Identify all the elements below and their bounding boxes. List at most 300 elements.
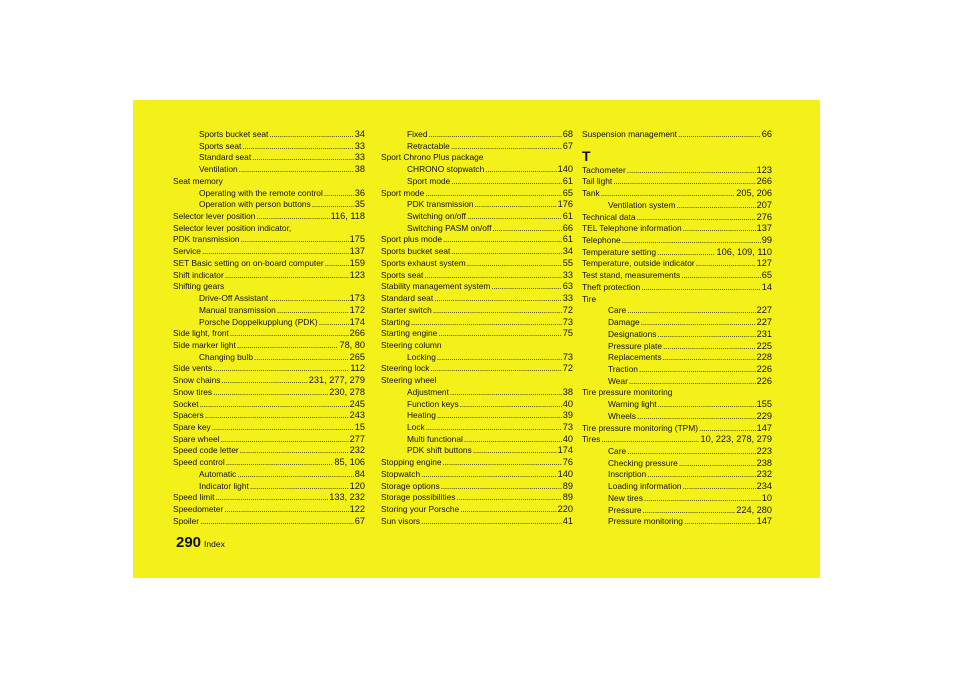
entry-term: Service (173, 246, 201, 257)
entry-page-ref: 63 (562, 281, 573, 292)
dot-leader (647, 469, 755, 481)
dot-leader (699, 423, 756, 435)
index-subentry (173, 164, 365, 176)
entry-term: Sports seat (199, 140, 242, 151)
entry-term: Steering wheel (381, 375, 437, 386)
index-subentry (381, 164, 573, 176)
entry-page-ref: 36 (354, 187, 365, 198)
index-entry (582, 129, 772, 141)
entry-page-ref: 230, 278 (329, 386, 365, 397)
entry-page-ref: 73 (562, 316, 573, 327)
entry-term: Temperature, outside indicator (582, 258, 695, 269)
index-subentry (582, 505, 772, 517)
entry-term: Function keys (407, 398, 459, 409)
entry-page-ref: 227 (756, 317, 772, 328)
dot-leader (644, 493, 761, 505)
index-entry (381, 457, 573, 469)
entry-term: CHRONO stopwatch (407, 164, 485, 175)
dot-leader (424, 270, 561, 282)
dot-leader (426, 422, 562, 434)
entry-term: Ventilation (199, 164, 238, 175)
entry-page-ref: 224, 280 (736, 504, 772, 515)
entry-page-ref: 40 (562, 398, 573, 409)
entry-page-ref: 220 (557, 504, 573, 514)
index-entry (582, 282, 772, 294)
entry-page-ref: 232 (349, 445, 365, 456)
dot-leader (438, 328, 561, 340)
entry-term: Speed limit (173, 492, 215, 503)
entry-term: Sports bucket seat (381, 246, 451, 257)
index-entry (173, 457, 365, 469)
entry-term: Sport Chrono Plus package (381, 152, 484, 163)
index-subentry (173, 188, 365, 200)
dot-leader (437, 410, 562, 422)
entry-term: Tail light (582, 176, 613, 187)
entry-term: Retractable (407, 140, 450, 151)
dot-leader (485, 164, 556, 176)
dot-leader (200, 516, 354, 528)
entry-term: Seat memory (173, 175, 223, 186)
entry-term: Speedometer (173, 504, 224, 514)
entry-term: Wheels (608, 410, 636, 421)
index-entry (381, 305, 573, 317)
dot-leader (627, 305, 756, 317)
index-entry (173, 270, 365, 282)
index-subentry (381, 176, 573, 188)
index-entry (173, 281, 365, 293)
dot-leader (464, 434, 562, 446)
dot-leader (677, 200, 756, 212)
entry-page-ref: 34 (354, 129, 365, 139)
dot-leader (657, 329, 755, 341)
entry-page-ref: 174 (349, 316, 365, 327)
entry-term: Pressure plate (608, 340, 662, 351)
entry-term: Starting (381, 316, 410, 327)
dot-leader (684, 516, 756, 528)
dot-leader (663, 352, 756, 364)
index-subentry (381, 141, 573, 153)
entry-page-ref: 33 (354, 152, 365, 163)
index-subentry (381, 387, 573, 399)
entry-term: Pressure monitoring (608, 516, 683, 527)
entry-page-ref: 99 (761, 235, 772, 246)
index-entry (582, 235, 772, 247)
index-entry (381, 258, 573, 270)
dot-leader (663, 341, 756, 353)
entry-page-ref: 40 (562, 433, 573, 444)
index-subentry (381, 410, 573, 422)
dot-leader (437, 352, 562, 364)
dot-leader (230, 328, 349, 340)
entry-page-ref: 76 (562, 457, 573, 468)
entry-term: Sport plus mode (381, 234, 442, 245)
entry-term: Sun visors (381, 515, 421, 526)
dot-leader (225, 270, 349, 282)
entry-page-ref: 266 (756, 176, 772, 187)
index-entry (381, 270, 573, 282)
dot-leader (460, 399, 562, 411)
dot-leader (433, 305, 562, 317)
index-subentry (582, 481, 772, 493)
entry-page-ref: 277 (349, 433, 365, 444)
dot-leader (456, 492, 561, 504)
index-entry (582, 434, 772, 446)
index-entry (582, 176, 772, 188)
dot-leader (696, 258, 756, 270)
entry-page-ref: 41 (562, 515, 573, 526)
index-subentry (381, 399, 573, 411)
dot-leader (428, 129, 561, 141)
dot-leader (212, 422, 354, 434)
index-subentry (582, 376, 772, 388)
index-entry (381, 363, 573, 375)
entry-page-ref: 15 (354, 421, 365, 432)
dot-leader (269, 129, 353, 141)
entry-page-ref: 39 (562, 410, 573, 421)
dot-leader (467, 258, 562, 270)
entry-term: Storage possibilities (381, 492, 456, 503)
entry-page-ref: 243 (349, 410, 365, 421)
dot-leader (627, 446, 756, 458)
entry-page-ref: 73 (562, 421, 573, 432)
entry-page-ref: 225 (756, 340, 772, 351)
entry-page-ref: 137 (349, 246, 365, 257)
index-column-1 (173, 129, 365, 527)
index-entry (381, 328, 573, 340)
entry-page-ref: 38 (354, 164, 365, 175)
entry-term: Tachometer (582, 164, 626, 175)
entry-page-ref: 10 (761, 492, 772, 503)
index-entry (173, 258, 365, 270)
entry-page-ref: 61 (562, 211, 573, 222)
index-subentry (381, 129, 573, 141)
entry-page-ref: 55 (562, 257, 573, 268)
entry-page-ref: 229 (756, 410, 772, 421)
dot-leader (451, 176, 561, 188)
index-subentry (381, 434, 573, 446)
index-page (133, 100, 820, 578)
entry-term: PDK transmission (407, 199, 474, 210)
dot-leader (240, 445, 349, 457)
entry-term: Sport mode (407, 175, 451, 186)
dot-leader (441, 481, 562, 493)
entry-term: Traction (608, 363, 638, 374)
entry-term: TEL Telephone information (582, 223, 682, 234)
entry-term: Replacements (608, 352, 662, 363)
index-entry (582, 212, 772, 224)
entry-page-ref: 38 (562, 386, 573, 397)
dot-leader (241, 234, 349, 246)
entry-page-ref: 120 (349, 480, 365, 491)
entry-page-ref: 140 (557, 164, 573, 175)
dot-leader (239, 164, 354, 176)
entry-page-ref: 85, 106 (334, 457, 365, 468)
dot-leader (237, 469, 354, 481)
entry-page-ref: 238 (756, 457, 772, 468)
dot-leader (450, 387, 562, 399)
entry-page-ref: 227 (756, 305, 772, 316)
entry-page-ref: 89 (562, 480, 573, 491)
entry-term: Shift indicator (173, 269, 224, 280)
index-subentry (582, 469, 772, 481)
entry-term: Ventilation system (608, 199, 676, 210)
index-subentry (582, 329, 772, 341)
page-number: 290 (176, 534, 202, 551)
entry-term: Steering lock (381, 363, 430, 374)
index-subentry (582, 364, 772, 376)
entry-term: Selector lever position indicator, (173, 222, 292, 233)
entry-term: Telephone (582, 235, 621, 246)
entry-term: Checking pressure (608, 457, 678, 468)
entry-term: Tires (582, 434, 601, 445)
entry-page-ref: 140 (557, 468, 573, 479)
entry-page-ref: 159 (349, 257, 365, 268)
entry-term: Spoiler (173, 515, 200, 526)
entry-page-ref: 172 (349, 304, 365, 315)
dot-leader (641, 282, 761, 294)
dot-leader (491, 281, 561, 293)
dot-leader (613, 176, 755, 188)
dot-leader (421, 469, 557, 481)
entry-page-ref: 84 (354, 468, 365, 479)
entry-page-ref: 33 (562, 269, 573, 280)
entry-term: Tire pressure monitoring (582, 387, 673, 398)
entry-term: Indicator light (199, 480, 249, 491)
index-entry (381, 481, 573, 493)
entry-page-ref: 78, 80 (339, 339, 365, 350)
dot-leader (222, 375, 308, 387)
entry-term: Spacers (173, 410, 204, 421)
index-entry (173, 375, 365, 387)
index-entry (582, 270, 772, 282)
entry-page-ref: 72 (562, 304, 573, 315)
entry-term: Fixed (407, 129, 428, 139)
index-entry (582, 188, 772, 200)
entry-page-ref: 245 (349, 398, 365, 409)
index-subentry (381, 445, 573, 457)
entry-page-ref: 61 (562, 234, 573, 245)
entry-page-ref: 231 (756, 328, 772, 339)
dot-leader (683, 223, 756, 235)
entry-term: Spare wheel (173, 433, 220, 444)
entry-page-ref: 231, 277, 279 (308, 375, 365, 386)
dot-leader (256, 211, 329, 223)
entry-page-ref: 75 (562, 328, 573, 339)
entry-page-ref: 276 (756, 211, 772, 222)
entry-term: Designations (608, 328, 657, 339)
index-subentry (381, 352, 573, 364)
entry-term: Steering column (381, 339, 442, 350)
dot-leader (254, 352, 349, 364)
entry-page-ref: 35 (354, 199, 365, 210)
index-entry (381, 375, 573, 387)
dot-leader (683, 481, 756, 493)
entry-term: Shifting gears (173, 281, 225, 292)
dot-leader (601, 188, 736, 200)
entry-term: Tire pressure monitoring (TPM) (582, 422, 699, 433)
index-entry (381, 492, 573, 504)
entry-term: Sports seat (381, 269, 424, 280)
entry-term: Loading information (608, 481, 682, 492)
entry-term: Operation with person buttons (199, 199, 311, 210)
entry-term: Drive-Off Assistant (199, 293, 269, 304)
index-column-3 (582, 129, 772, 528)
entry-term: Snow chains (173, 375, 221, 386)
dot-leader (629, 376, 756, 388)
index-entry (173, 211, 365, 223)
entry-page-ref: 66 (562, 222, 573, 233)
entry-page-ref: 226 (756, 375, 772, 386)
entry-page-ref: 266 (349, 328, 365, 339)
index-subentry (582, 399, 772, 411)
index-column-2 (381, 129, 573, 527)
index-entry (381, 340, 573, 352)
entry-page-ref: 73 (562, 351, 573, 362)
dot-leader (473, 445, 557, 457)
index-subentry (173, 293, 365, 305)
entry-page-ref: 34 (562, 246, 573, 257)
index-entry (173, 340, 365, 352)
dot-leader (213, 363, 349, 375)
entry-term: Changing bulb (199, 351, 254, 362)
entry-page-ref: 147 (756, 516, 772, 527)
entry-page-ref: 61 (562, 175, 573, 186)
dot-leader (312, 199, 354, 211)
entry-term: Locking (407, 351, 436, 362)
entry-term: Test stand, measurements (582, 270, 681, 281)
entry-term: Inscription (608, 469, 647, 480)
entry-page-ref: 175 (349, 234, 365, 245)
entry-term: Side vents (173, 363, 213, 374)
index-entry (173, 363, 365, 375)
index-subentry (582, 458, 772, 470)
dot-leader (622, 235, 761, 247)
entry-page-ref: 127 (756, 258, 772, 269)
entry-term: Switching PASM on/off (407, 222, 492, 233)
entry-page-ref: 207 (756, 199, 772, 210)
index-subentry (582, 352, 772, 364)
dot-leader (411, 317, 562, 329)
dot-leader (657, 247, 715, 259)
entry-term: Selector lever position (173, 211, 256, 222)
index-entry (381, 281, 573, 293)
entry-page-ref: 234 (756, 481, 772, 492)
index-entry (173, 223, 365, 235)
index-subentry (582, 200, 772, 212)
index-entry (173, 399, 365, 411)
entry-page-ref: 123 (756, 164, 772, 175)
entry-page-ref: 173 (349, 293, 365, 304)
entry-term: Multi functional (407, 433, 463, 444)
index-subentry (173, 481, 365, 493)
dot-leader (205, 410, 349, 422)
entry-term: PDK transmission (173, 234, 240, 245)
index-subentry (582, 317, 772, 329)
dot-leader (681, 270, 761, 282)
index-subentry (173, 199, 365, 211)
entry-page-ref: 67 (562, 140, 573, 151)
entry-page-ref: 116, 118 (330, 211, 365, 222)
entry-page-ref: 137 (756, 223, 772, 234)
dot-leader (451, 246, 561, 258)
entry-term: SET Basic setting on on-board computer (173, 257, 324, 268)
entry-page-ref: 147 (756, 422, 772, 433)
index-subentry (381, 211, 573, 223)
dot-leader (319, 317, 349, 329)
index-entry (582, 258, 772, 270)
index-entry (173, 445, 365, 457)
dot-leader (421, 516, 562, 528)
index-entry (381, 246, 573, 258)
index-subentry (173, 305, 365, 317)
section-title: Index (204, 539, 225, 549)
entry-term: Heating (407, 410, 436, 421)
index-entry (381, 188, 573, 200)
index-entry (582, 247, 772, 259)
index-entry (381, 234, 573, 246)
dot-leader (637, 212, 756, 224)
entry-term: Sports bucket seat (199, 129, 269, 139)
index-subentry (173, 317, 365, 329)
entry-term: New tires (608, 492, 643, 503)
entry-term: Storage options (381, 480, 440, 491)
entry-page-ref: 33 (354, 140, 365, 151)
dot-leader (492, 223, 561, 235)
entry-term: Sports exhaust system (381, 257, 466, 268)
dot-leader (643, 505, 736, 517)
index-entry (173, 410, 365, 422)
dot-leader (639, 364, 756, 376)
entry-term: Adjustment (407, 386, 449, 397)
entry-term: PDK shift buttons (407, 445, 472, 456)
index-subentry (582, 411, 772, 423)
index-subentry (582, 446, 772, 458)
entry-term: Side light, front (173, 328, 229, 339)
index-entry (173, 516, 365, 528)
entry-term: Sport mode (381, 187, 425, 198)
dot-leader (237, 340, 339, 352)
index-entry (381, 469, 573, 481)
dot-leader (658, 399, 756, 411)
dot-leader (324, 188, 354, 200)
index-entry (381, 152, 573, 164)
index-subentry (582, 305, 772, 317)
entry-page-ref: 14 (761, 281, 772, 292)
entry-term: Side marker light (173, 339, 236, 350)
index-subentry (173, 352, 365, 364)
entry-term: Stability management system (381, 281, 491, 292)
entry-page-ref: 65 (761, 270, 772, 281)
entry-term: Temperature setting (582, 246, 657, 257)
entry-term: Storing your Porsche (381, 504, 460, 514)
index-entry (173, 422, 365, 434)
entry-term: Suspension management (582, 129, 677, 139)
entry-term: Spare key (173, 421, 211, 432)
dot-leader (277, 305, 349, 317)
entry-page-ref: 205, 206 (736, 188, 772, 199)
index-subentry (173, 129, 365, 141)
entry-term: Lock (407, 421, 425, 432)
entry-term: Theft protection (582, 281, 641, 292)
entry-term: Technical data (582, 211, 636, 222)
entry-term: Tank (582, 188, 600, 199)
dot-leader (434, 293, 562, 305)
entry-page-ref: 174 (557, 445, 573, 456)
entry-term: Standard seat (381, 293, 434, 304)
index-entry (381, 504, 573, 516)
dot-leader (443, 234, 562, 246)
entry-term: Speed control (173, 457, 225, 468)
